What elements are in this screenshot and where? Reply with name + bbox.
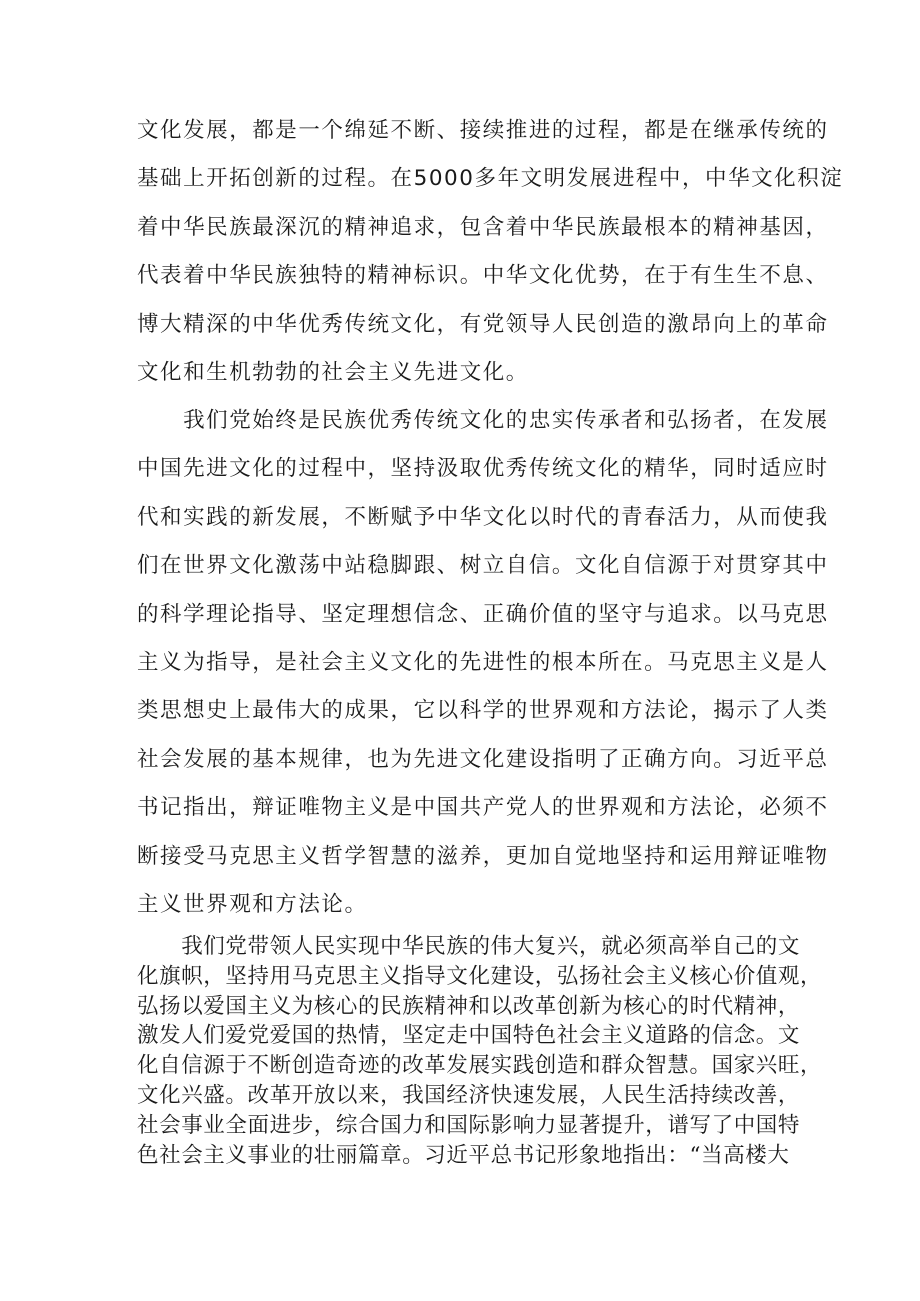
text-line: 弘扬以爱国主义为核心的民族精神和以改革创新为核心的时代精神，	[137, 993, 801, 1019]
paragraph-3	[137, 932, 823, 1170]
text-line: 色社会主义事业的壮丽篇章。习近平总书记形象地指出：“当高楼大	[137, 1142, 790, 1168]
text-line: 主义世界观和方法论。	[137, 891, 368, 917]
text-line: 着中华民族最深沉的精神追求，包含着中华民族最根本的精神基因，	[137, 214, 829, 240]
text-line: 代表着中华民族独特的精神标识。中华文化优势，在于有生生不息、	[137, 263, 829, 289]
text-line: 中国先进文化的过程中，坚持汲取优秀传统文化的精华，同时适应时	[137, 456, 829, 482]
text-line: 文化兴盛。改革开放以来，我国经济快速发展，人民生活持续改善，	[137, 1082, 801, 1108]
text-line: 文化和生机勃勃的社会主义先进文化。	[137, 359, 529, 385]
text-line: 我们党带领人民实现中华民族的伟大复兴，就必须高举自己的文	[137, 934, 801, 959]
text-line: 社会事业全面进步，综合国力和国际影响力显著提升，谱写了中国特	[137, 1112, 801, 1138]
text-line: 社会发展的基本规律，也为先进文化建设指明了正确方向。习近平总	[137, 746, 829, 772]
text-line: 类思想史上最伟大的成果，它以科学的世界观和方法论，揭示了人类	[137, 698, 829, 724]
text-line: 断接受马克思主义哲学智慧的滋养，更加自觉地坚持和运用辩证唯物	[137, 843, 829, 869]
paragraph-2	[137, 397, 829, 929]
text-line: 化自信源于不断创造奇迹的改革发展实践创造和群众智慧。国家兴旺，	[137, 1053, 823, 1079]
text-line: 们在世界文化激荡中站稳脚跟、树立自信。文化自信源于对贯穿其中	[137, 553, 829, 579]
text-line: 博大精深的中华优秀传统文化，有党领导人民创造的激昂向上的革命	[137, 311, 829, 337]
text-line: 的科学理论指导、坚定理想信念、正确价值的坚守与追求。以马克思	[137, 601, 829, 627]
text-line: 基础上开拓创新的过程。在5000多年文明发展进程中，中华文化积淀	[137, 166, 844, 192]
text-line: 书记指出，辩证唯物主义是中国共产党人的世界观和方法论，必须不	[137, 795, 829, 821]
text-line: 激发人们爱党爱国的热情，坚定走中国特色社会主义道路的信念。文	[137, 1023, 801, 1049]
text-line: 我们党始终是民族优秀传统文化的忠实传承者和弘扬者，在发展	[137, 408, 829, 433]
text-line: 主义为指导，是社会主义文化的先进性的根本所在。马克思主义是人	[137, 649, 829, 675]
paragraph-1	[137, 107, 844, 397]
text-line: 代和实践的新发展，不断赋予中华文化以时代的青春活力，从而使我	[137, 504, 829, 530]
text-line: 化旗帜，坚持用马克思主义指导文化建设，弘扬社会主义核心价值观，	[137, 963, 823, 989]
text-line: 文化发展，都是一个绵延不断、接续推进的过程，都是在继承传统的	[137, 118, 829, 143]
